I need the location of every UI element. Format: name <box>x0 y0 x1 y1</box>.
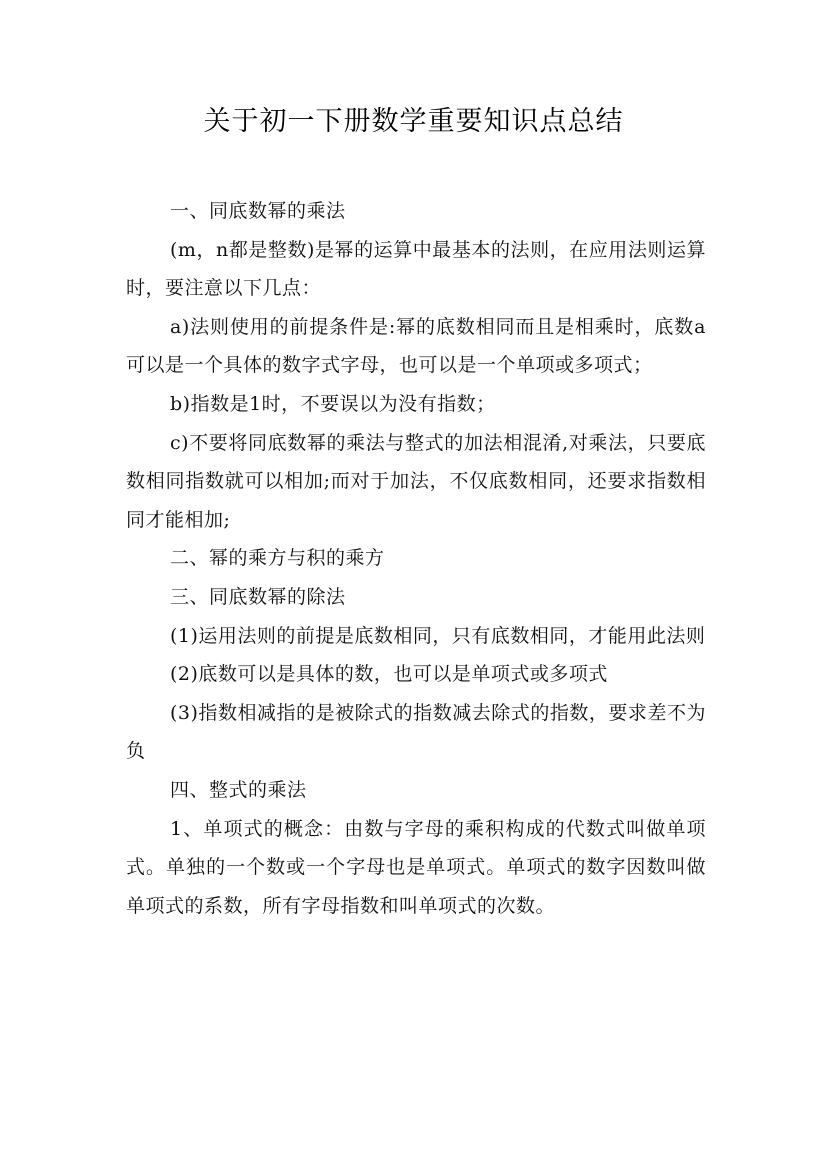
document-title: 关于初一下册数学重要知识点总结 <box>203 106 624 137</box>
heading-section-3: 三、同底数幂的除法 <box>170 585 346 608</box>
paragraph-rule-a: a)法则使用的前提条件是:幂的底数相同而且是相乘时，底数a可以是一个具体的数字式字母，也可以是一个单项或多项式； <box>126 315 706 377</box>
heading-section-1: 一、同底数幂的乘法 <box>170 200 346 222</box>
paragraph-point-2: (2)底数可以是具体的数，也可以是单项式或多项式 <box>170 663 608 686</box>
document-body <box>126 192 706 925</box>
paragraph-point-3: (3)指数相减指的是被除式的指数减去除式的指数，要求差不为负 <box>126 701 706 763</box>
heading-section-2: 二、幂的乘方与积的乘方 <box>170 547 385 570</box>
paragraph-intro: (m，n都是整数)是幂的运算中最基本的法则，在应用法则运算时，要注意以下几点： <box>126 238 706 300</box>
paragraph-point-1: (1)运用法则的前提是底数相同，只有底数相同，才能用此法则 <box>170 624 706 647</box>
paragraph-rule-b: b)指数是1时，不要误以为没有指数； <box>170 392 496 415</box>
paragraph-monomial-concept: 1、单项式的概念：由数与字母的乘积构成的代数式叫做单项式。单独的一个数或一个字母也是单项式。单项式的数字因数叫做单项式的系数，所有字母指数和叫单项式的次数。 <box>126 817 706 917</box>
heading-section-4: 四、整式的乘法 <box>170 778 307 801</box>
paragraph-rule-c: c)不要将同底数幂的乘法与整式的加法相混淆,对乘法，只要底数相同指数就可以相加;而对于加法，不仅底数相同，还要求指数相同才能相加; <box>126 431 706 531</box>
